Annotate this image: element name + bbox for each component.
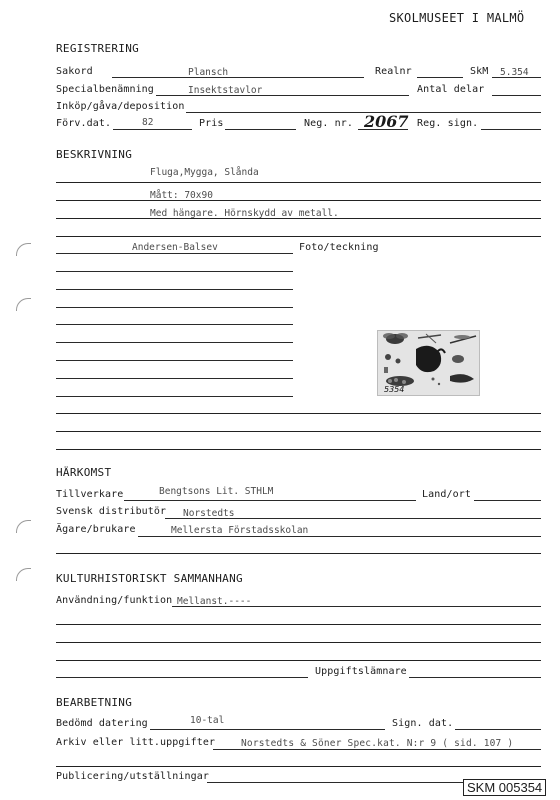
line-pris xyxy=(225,129,296,130)
label-svensk-distributor: Svensk distributör xyxy=(56,506,167,517)
label-sign-dat: Sign. dat. xyxy=(392,718,454,729)
object-photo xyxy=(377,330,480,396)
value-anvandning: Mellanst.---- xyxy=(177,596,252,607)
section-harkomst: HÄRKOMST xyxy=(56,466,112,479)
label-sakord: Sakord xyxy=(56,66,93,77)
label-antal-delar: Antal delar xyxy=(417,84,485,95)
value-beskrivning-1: Fluga,Mygga, Slånda xyxy=(150,167,259,178)
value-neg-nr: 2067 xyxy=(364,112,409,131)
line-foto xyxy=(56,253,293,254)
value-specialbenamning: Insektstavlor xyxy=(188,85,263,96)
line-tillverkare xyxy=(124,500,416,501)
line-harkomst xyxy=(56,553,541,554)
line-realnr xyxy=(417,77,463,78)
line-anvandning xyxy=(172,606,541,607)
line-forv-dat xyxy=(113,129,192,130)
museum-name: SKOLMUSEET I MALMÖ xyxy=(389,11,525,25)
line-left xyxy=(56,307,293,308)
label-inkop: Inköp/gåva/deposition xyxy=(56,101,185,112)
line-sign-dat xyxy=(455,729,541,730)
value-forv-dat: 82 xyxy=(142,117,154,128)
punch-hole xyxy=(16,298,31,311)
label-publicering: Publicering/utställningar xyxy=(56,771,210,782)
value-beskrivning-3: Med hängare. Hörnskydd av metall. xyxy=(150,208,339,219)
line-specialbenamning xyxy=(156,95,409,96)
label-neg-nr: Neg. nr. xyxy=(304,118,353,129)
line-beskrivning xyxy=(56,236,541,237)
label-forv-dat: Förv.dat. xyxy=(56,118,112,129)
label-land-ort: Land/ort xyxy=(422,489,471,500)
line-beskrivning xyxy=(56,218,541,219)
photo-label: 5354 xyxy=(384,385,405,394)
line-uppgiftslamnare xyxy=(409,677,541,678)
label-arkiv: Arkiv eller litt.uppgifter xyxy=(56,737,216,748)
label-pris: Pris xyxy=(199,118,224,129)
value-bedomd-datering: 10-tal xyxy=(190,715,225,726)
label-realnr: Realnr xyxy=(375,66,412,77)
label-agare: Ägare/brukare xyxy=(56,524,136,535)
value-beskrivning-2: Mått: 70x90 xyxy=(150,190,213,201)
line-skm xyxy=(492,77,541,78)
label-skm: SkM xyxy=(470,66,489,77)
line-beskrivning xyxy=(56,200,541,201)
line-land-ort xyxy=(474,500,541,501)
section-bearbetning: BEARBETNING xyxy=(56,696,133,709)
line-arkiv xyxy=(213,749,541,750)
punch-hole xyxy=(16,568,31,581)
section-kultur: KULTURHISTORISKT SAMMANHANG xyxy=(56,572,243,585)
label-tillverkare: Tillverkare xyxy=(56,489,124,500)
value-skm: 5.354 xyxy=(500,67,529,78)
line-full xyxy=(56,413,541,414)
line-bedomd-datering xyxy=(150,729,385,730)
line-kultur xyxy=(56,660,541,661)
line-kultur xyxy=(56,677,308,678)
label-specialbenamning: Specialbenämning xyxy=(56,84,154,95)
line-reg-sign xyxy=(481,129,541,130)
line-neg-nr xyxy=(358,129,408,130)
label-anvandning: Användning/funktion xyxy=(56,595,173,606)
label-uppgiftslamnare: Uppgiftslämnare xyxy=(315,666,407,677)
line-antal-delar xyxy=(492,95,541,96)
line-full xyxy=(56,449,541,450)
line-left xyxy=(56,324,293,325)
value-agare: Mellersta Förstadsskolan xyxy=(171,525,309,536)
line-kultur xyxy=(56,642,541,643)
value-foto-av: Andersen-Balsev xyxy=(132,242,218,253)
section-registrering: REGISTRERING xyxy=(56,42,140,55)
line-beskrivning xyxy=(56,182,541,183)
value-svensk-distributor: Norstedts xyxy=(183,508,235,519)
line-bearbetning xyxy=(56,766,541,767)
line-sakord xyxy=(112,77,364,78)
section-beskrivning: BESKRIVNING xyxy=(56,148,133,161)
line-agare xyxy=(138,536,541,537)
label-foto: Foto/teckning xyxy=(299,242,379,253)
punch-hole xyxy=(16,520,31,533)
line-svensk-distributor xyxy=(165,518,541,519)
value-tillverkare: Bengtsons Lit. STHLM xyxy=(159,486,274,497)
label-bedomd-datering: Bedömd datering xyxy=(56,718,148,729)
line-full xyxy=(56,431,541,432)
value-sakord: Plansch xyxy=(188,67,229,78)
line-kultur xyxy=(56,624,541,625)
line-left xyxy=(56,360,293,361)
line-left xyxy=(56,289,293,290)
line-left xyxy=(56,271,293,272)
line-left xyxy=(56,378,293,379)
punch-hole xyxy=(16,243,31,256)
value-arkiv: Norstedts & Söner Spec.kat. N:r 9 ( sid. 107 ) xyxy=(241,738,514,749)
catalog-id-stamp: SKM 005354 xyxy=(463,779,546,796)
label-reg-sign: Reg. sign. xyxy=(417,118,479,129)
line-left xyxy=(56,342,293,343)
line-left xyxy=(56,396,293,397)
